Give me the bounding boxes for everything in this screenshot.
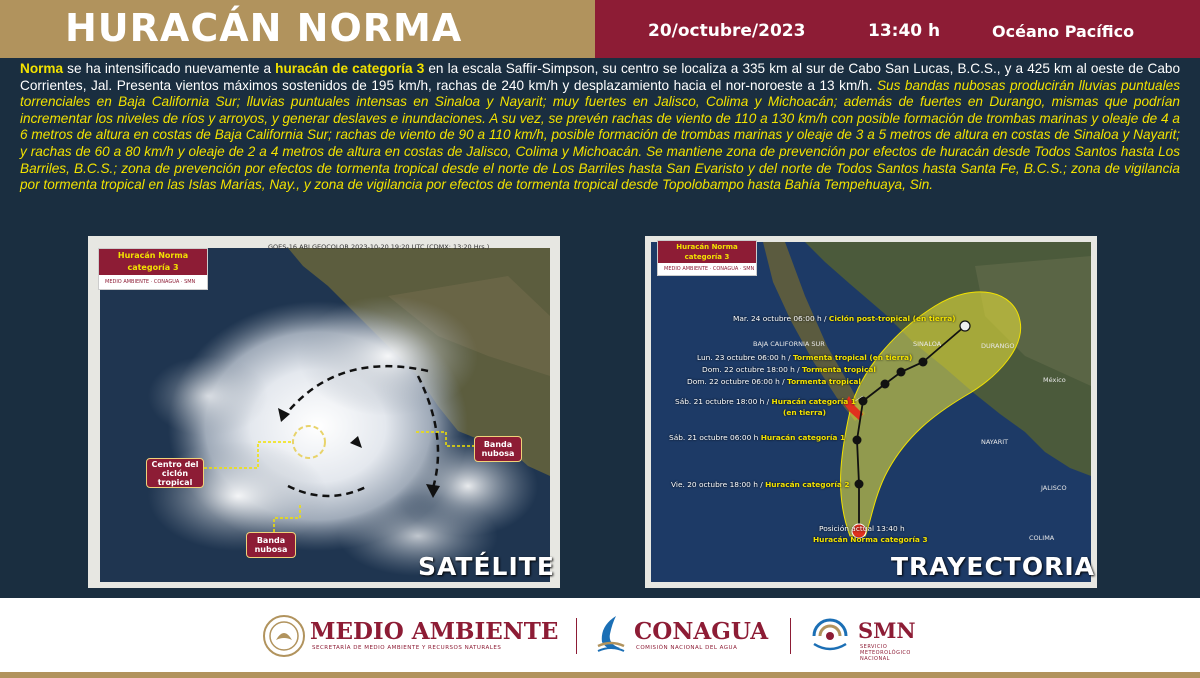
header-title-band xyxy=(0,0,595,58)
satellite-mini-logos: MEDIO AMBIENTE · CONAGUA · SMN xyxy=(105,279,196,285)
track-point-label: Sáb. 21 octubre 18:00 h / Huracán categoría 1 xyxy=(675,397,856,406)
header-time: 13:40 h xyxy=(868,21,941,41)
header-ocean: Océano Pacífico xyxy=(992,22,1135,41)
callout-cyclone-center: Centro del ciclón tropical xyxy=(146,458,204,488)
callout-band-bottom: Banda nubosa xyxy=(246,532,296,558)
tag-line-1: Huracán Norma xyxy=(117,251,189,260)
bulletin-text xyxy=(20,61,1180,194)
trajectory-tag xyxy=(657,240,757,276)
smn-logo-icon xyxy=(808,614,852,658)
page-title: HURACÁN NORMA xyxy=(65,6,463,50)
satellite-tag xyxy=(98,248,208,290)
bulletin-part-a: se ha intensificado nuevamente a xyxy=(63,61,276,76)
footer-conagua-sub: COMISIÓN NACIONAL DEL AGUA xyxy=(636,645,738,651)
current-position-label: Posición actual 13:40 h xyxy=(819,524,905,533)
satellite-tag-title xyxy=(99,249,207,275)
header-date: 20/octubre/2023 xyxy=(648,21,806,41)
satellite-panel xyxy=(88,236,560,588)
trajectory-mini-logos: MEDIO AMBIENTE · CONAGUA · SMN xyxy=(664,266,755,272)
footer-smn-sub-1: SERVICIO xyxy=(860,644,888,650)
storm-category: huracán de categoría 3 xyxy=(275,61,425,76)
map-name-sinaloa: SINALOA xyxy=(913,340,942,348)
footer-smn: SMN xyxy=(858,618,916,643)
header xyxy=(0,0,1200,58)
track-point-label: (en tierra) xyxy=(783,408,826,417)
tag-line-1: Huracán Norma xyxy=(676,243,738,251)
trajectory-label: TRAYECTORIA xyxy=(891,552,1095,581)
map-name-bcs: BAJA CALIFORNIA SUR xyxy=(753,340,825,348)
satellite-caption: GOES-16 ABI GEOCOLOR 2023-10-20 19:20 UTC (CDMX: 13:20 Hrs.) xyxy=(268,243,490,251)
map-name-mexico: México xyxy=(1043,376,1066,384)
conagua-logo-icon xyxy=(594,614,628,654)
current-category-label: Huracán Norma categoría 3 xyxy=(813,535,928,544)
track-point-label: Dom. 22 octubre 18:00 h / Tormenta tropical xyxy=(702,365,876,374)
footer-separator xyxy=(576,618,577,654)
track-point-label: Dom. 22 octubre 06:00 h / Tormenta tropical xyxy=(687,377,861,386)
map-name-nayarit: NAYARIT xyxy=(981,438,1009,446)
footer-gold-bar xyxy=(0,672,1200,678)
trajectory-tag-title xyxy=(658,241,756,263)
footer-medio-ambiente: MEDIO AMBIENTE xyxy=(310,618,559,645)
bulletin-forecast: Sus bandas nubosas producirán lluvias puntuales torrenciales en Baja California Sur; lluvias puntuales intensas en Sinaloa y Nayarit; muy fuertes en Jalisco, Colima y Michoacán; además de fuertes en Durango, mismas que podrían incrementar los niveles de ríos y arroyos, y generar deslaves e inundaciones. A su vez, se prevén rachas de viento de 110 a 130 km/h con posible formación de trombas marinas y oleaje de 4 a 6 metros de altura en costas de Baja California Sur; rachas de viento de 90 a 110 km/h, posible formación de trombas marinas y oleaje de 3 a 5 metros de altura en costas de Sinaloa y Nayarit; y rachas de 60 a 80 km/h y oleaje de 2 a 4 metros de altura en costas de Jalisco, Colima y Michoacán. Se mantiene zona de prevención por efectos de huracán desde Todos Santos hasta Los Barriles, B.C.S.; zona de prevención por efectos de tormenta tropical desde el norte de Los Barriles hasta San Evaristo y del norte de Todos Santos hasta Santa Fe, B.C.S.; zona de vigilancia por tormenta tropical en las Islas Marías, Nay., y zona de vigilancia por efectos de tormenta tropical desde Topolobampo hasta Bahía Tempehuaya, Sin. xyxy=(20,77,1180,193)
mexico-seal-icon xyxy=(262,614,306,658)
map-name-jalisco: JALISCO xyxy=(1041,484,1067,492)
footer-conagua: CONAGUA xyxy=(634,618,769,645)
storm-name: Norma xyxy=(20,61,64,76)
footer-smn-sub-2: METEOROLÓGICO xyxy=(860,650,911,656)
tag-line-2: categoría 3 xyxy=(684,253,730,261)
map-name-durango: DURANGO xyxy=(981,342,1015,350)
track-point-label: Mar. 24 octubre 06:00 h / Ciclón post-tropical (en tierra) xyxy=(733,314,956,323)
bulletin-part-b: en la escala Saffir-Simpson, su centro se localiza a 335 km al sur de Cabo San Lucas, B.C.S., y a 425 km al oeste de Cabo Corrientes, Jal. Presenta vientos máximos sostenidos de 195 km/h, rachas de 240 km/h y desplazamiento hacia el nor-noroeste a 13 km/h. xyxy=(20,61,1181,93)
track-point-label: Sáb. 21 octubre 06:00 h Huracán categoría 1 xyxy=(669,433,846,442)
footer-separator xyxy=(790,618,791,654)
track-point-label: Vie. 20 octubre 18:00 h / Huracán categoría 2 xyxy=(671,480,850,489)
footer xyxy=(0,598,1200,678)
callout-band-right: Banda nubosa xyxy=(474,436,522,462)
map-name-colima: COLIMA xyxy=(1029,534,1055,542)
satellite-label: SATÉLITE xyxy=(418,552,555,581)
footer-medio-ambiente-sub: SECRETARÍA DE MEDIO AMBIENTE Y RECURSOS NATURALES xyxy=(312,645,502,651)
trajectory-panel xyxy=(645,236,1097,588)
footer-smn-sub-3: NACIONAL xyxy=(860,656,890,662)
track-point-label: Lun. 23 octubre 06:00 h / Tormenta tropical (en tierra) xyxy=(697,353,913,362)
tag-line-2: categoría 3 xyxy=(127,263,179,272)
